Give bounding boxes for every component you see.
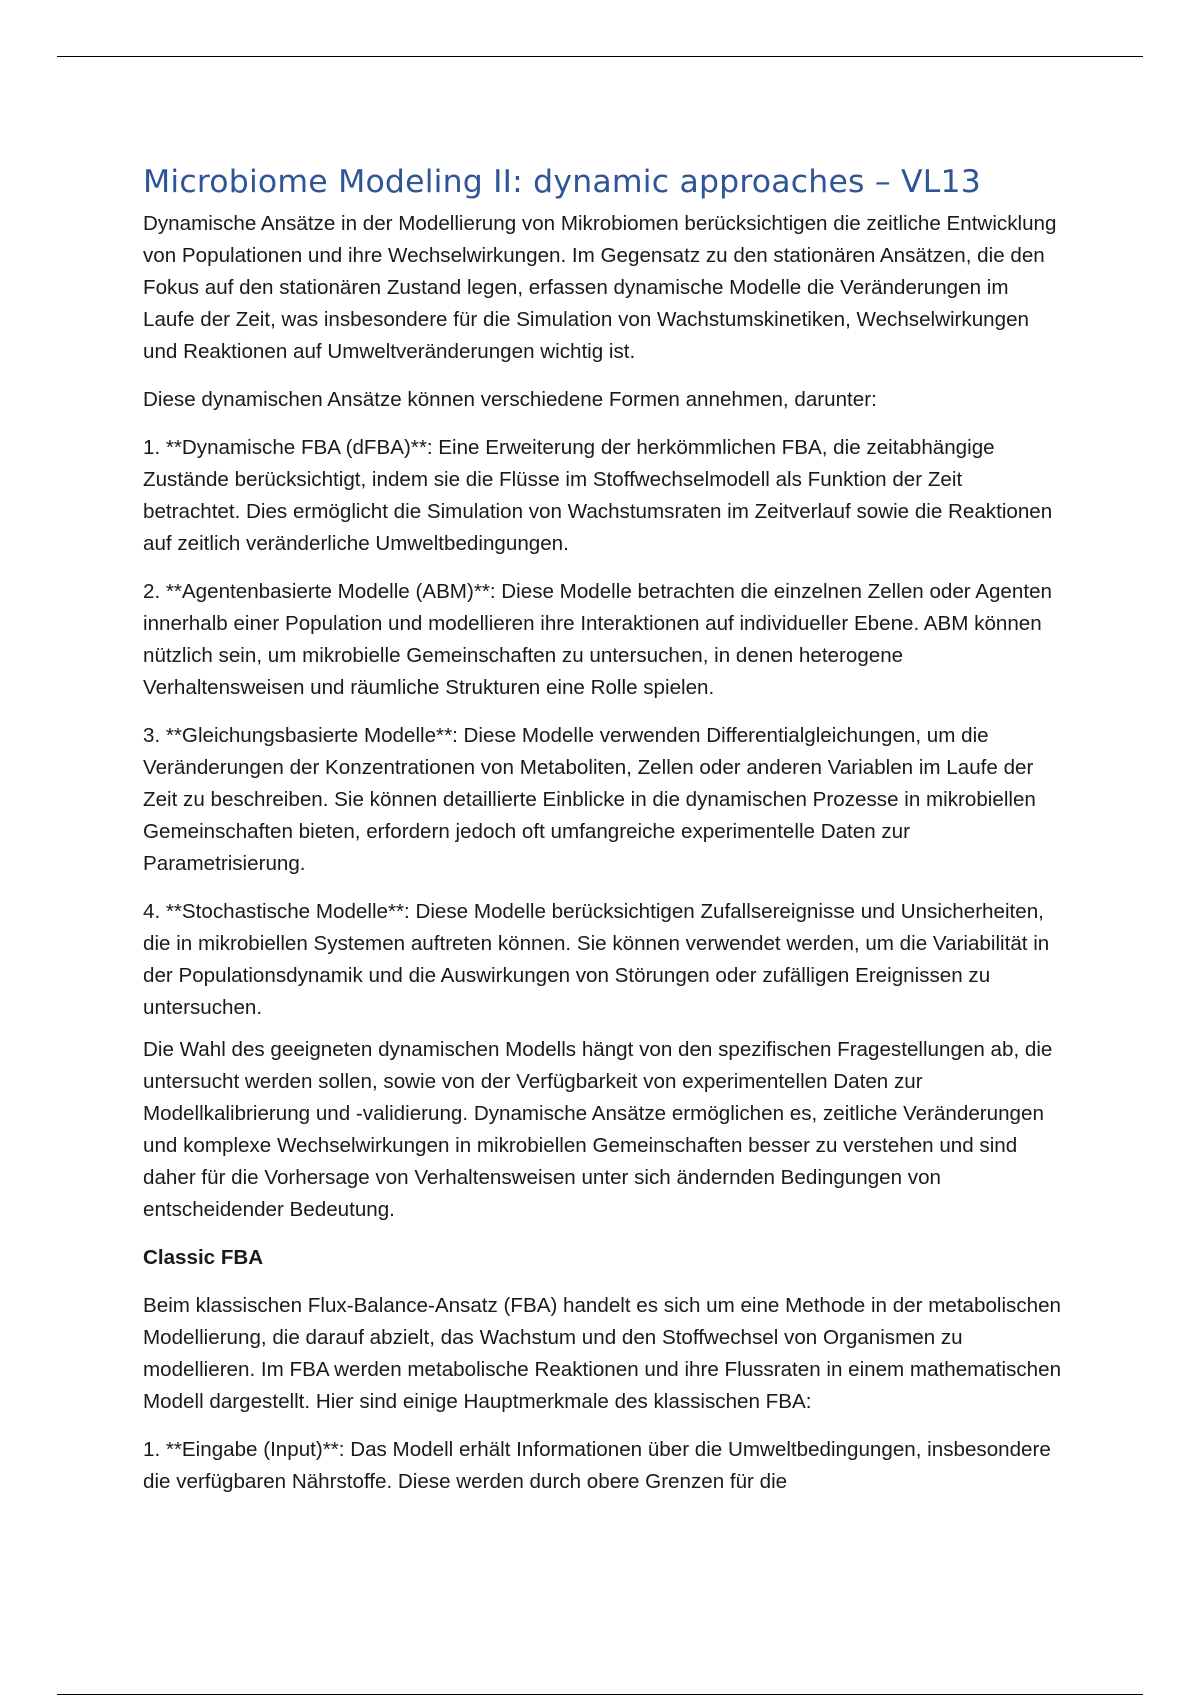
conclusion-paragraph: Die Wahl des geeigneten dynamischen Modells hängt von den spezifischen Fragestellungen ab, die untersucht werden sollen, sowie von der Verfügbarkeit von experimentellen Daten zur Modellkalibrierung und -validierung. Dynamische Ansätze ermöglichen es, zeitliche Veränderungen und komplexe Wechselwirkungen in mikrobiellen Gemeinschaften besser zu verstehen und sind daher für die Vorhersage von Verhaltensweisen unter sich ändernden Bedingungen von entscheidender Bedeutung. <box>143 1038 1053 1221</box>
list-item-dfba: 1. **Dynamische FBA (dFBA)**: Eine Erweiterung der herkömmlichen FBA, die zeitabhängige Zustände berücksichtigt, indem sie die Flüsse im Stoffwechselmodell als Funktion der Zeit betrachtet. Dies ermöglicht die Simulation von Wachstumsraten im Zeitverlauf sowie die Reaktionen auf zeitlich veränderliche Umweltbedingungen. <box>143 436 1053 555</box>
page-title: Microbiome Modeling II: dynamic approaches – VL13 <box>143 164 982 200</box>
list-item-abm: 2. **Agentenbasierte Modelle (ABM)**: Diese Modelle betrachten die einzelnen Zellen oder Agenten innerhalb einer Population und modellieren ihre Interaktionen auf individueller Ebene. ABM können nützlich sein, um mikrobielle Gemeinschaften zu untersuchen, in denen heterogene Verhaltensweisen und räumliche Strukturen eine Rolle spielen. <box>143 580 1052 699</box>
document-body <box>143 162 1063 1514</box>
footer-rule <box>57 1694 1143 1695</box>
list-item-input: 1. **Eingabe (Input)**: Das Modell erhält Informationen über die Umweltbedingungen, insbesondere die verfügbaren Nährstoffe. Diese werden durch obere Grenzen für die <box>143 1438 1051 1493</box>
list-item-equation-models: 3. **Gleichungsbasierte Modelle**: Diese Modelle verwenden Differentialgleichungen, um die Veränderungen der Konzentrationen von Metaboliten, Zellen oder anderen Variablen im Laufe der Zeit zu beschreiben. Sie können detaillierte Einblicke in die dynamischen Prozesse in mikrobiellen Gemeinschaften bieten, erfordern jedoch oft umfangreiche experimentelle Daten zur Parametrisierung. <box>143 724 1036 875</box>
intro-paragraph: Dynamische Ansätze in der Modellierung von Mikrobiomen berücksichtigen die zeitliche Entwicklung von Populationen und ihre Wechselwirkungen. Im Gegensatz zu den stationären Ansätzen, die den Fokus auf den stationären Zustand legen, erfassen dynamische Modelle die Veränderungen im Laufe der Zeit, was insbesondere für die Simulation von Wachstumskinetiken, Wechselwirkungen und Reaktionen auf Umweltveränderungen wichtig ist. <box>143 212 1057 363</box>
section-heading-classic-fba: Classic FBA <box>143 1246 264 1269</box>
classic-fba-paragraph: Beim klassischen Flux-Balance-Ansatz (FBA) handelt es sich um eine Methode in der metabolischen Modellierung, die darauf abzielt, das Wachstum und den Stoffwechsel von Organismen zu modellieren. Im FBA werden metabolische Reaktionen und ihre Flussraten in einem mathematischen Modell dargestellt. Hier sind einige Hauptmerkmale des klassischen FBA: <box>143 1294 1062 1413</box>
forms-intro-paragraph: Diese dynamischen Ansätze können verschiedene Formen annehmen, darunter: <box>143 388 877 411</box>
list-item-stochastic-models: 4. **Stochastische Modelle**: Diese Modelle berücksichtigen Zufallsereignisse und Unsicherheiten, die in mikrobiellen Systemen auftreten können. Sie können verwendet werden, um die Variabilität in der Populationsdynamik und die Auswirkungen von Störungen oder zufälligen Ereignissen zu untersuchen. <box>143 900 1050 1019</box>
header-rule <box>57 56 1143 57</box>
